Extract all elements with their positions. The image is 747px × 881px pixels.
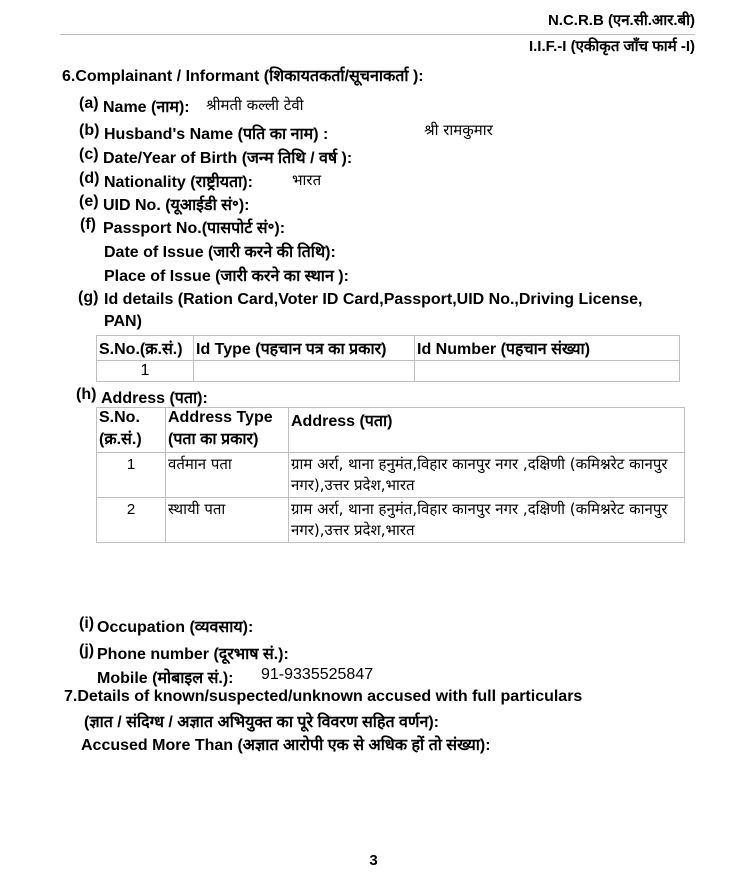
field-husband-value: श्री रामकुमार	[424, 121, 493, 139]
field-passport-date-label: Date of Issue (जारी करने की तिथि):	[104, 244, 336, 261]
table-cell	[194, 361, 415, 382]
accused-more-label: Accused More Than (अज्ञात आरोपी एक से अधिक हों तो संख्या):	[81, 737, 491, 754]
table-cell: स्थायी पता	[166, 498, 289, 543]
field-name-label: Name (नाम):	[103, 99, 190, 116]
field-occupation-label: Occupation (व्यवसाय):	[97, 619, 254, 636]
table-header-row	[97, 408, 685, 453]
field-id-details-label: Id details (Ration Card,Voter ID Card,Passport,UID No.,Driving License,	[104, 291, 643, 308]
header-divider	[60, 34, 695, 35]
table-cell: वर्तमान पता	[166, 453, 289, 498]
field-passport-place-label: Place of Issue (जारी करने का स्थान ):	[104, 268, 349, 285]
header-ncrb: N.C.R.B (एन.सी.आर.बी)	[547, 12, 695, 29]
field-passport-marker: (f)	[80, 216, 96, 233]
table-cell	[415, 361, 680, 382]
field-address-marker: (h)	[76, 386, 97, 403]
header-iif: I.I.F.-I (एकीकृत जाँच फार्म -I)	[528, 38, 695, 55]
field-nationality-marker: (d)	[79, 170, 100, 187]
field-address-label: Address (पता):	[101, 390, 208, 407]
field-uid-marker: (e)	[79, 193, 99, 210]
table-header: Address (पता)	[289, 408, 685, 453]
page-number: 3	[369, 852, 378, 869]
field-mobile-label: Mobile (मोबाइल सं.):	[97, 670, 234, 687]
field-phone-label: Phone number (दूरभाष सं.):	[97, 646, 289, 663]
field-passport-label: Passport No.(पासपोर्ट सं॰):	[103, 220, 286, 237]
section7-subtitle: (ज्ञात / संदिग्ध / अज्ञात अभियुक्त का पूरे विवरण सहित वर्णन):	[84, 714, 440, 731]
table-row	[97, 498, 685, 543]
field-husband-label: Husband's Name (पति का नाम) :	[104, 126, 329, 143]
table-row	[97, 453, 685, 498]
table-header: S.No. (क्र.सं.)	[97, 408, 166, 453]
table-header: Id Type (पहचान पत्र का प्रकार)	[194, 336, 415, 361]
field-nationality-value: भारत	[292, 171, 322, 189]
table-row	[97, 361, 680, 382]
field-phone-marker: (j)	[79, 642, 95, 659]
section7-title: 7.Details of known/suspected/unknown accused with full particulars	[64, 688, 583, 705]
field-name-marker: (a)	[79, 95, 99, 112]
id-details-table	[96, 335, 680, 382]
field-nationality-label: Nationality (राष्ट्रीयता):	[104, 174, 253, 191]
table-cell: 1	[97, 453, 166, 498]
field-id-details-label-2: PAN)	[104, 313, 142, 330]
table-cell: ग्राम अर्रा, थाना हनुमंत,विहार कानपुर नगर ,दक्षिणी (कमिश्नरेट कानपुर नगर),उत्तर प्रदेश,भारत	[289, 498, 685, 543]
field-mobile-value: 91-9335525847	[261, 666, 374, 683]
field-occupation-marker: (i)	[79, 615, 95, 632]
address-table	[96, 407, 685, 543]
table-header: S.No.(क्र.सं.)	[97, 336, 194, 361]
field-husband-marker: (b)	[79, 122, 100, 139]
table-header-row	[97, 336, 680, 361]
table-header: Address Type (पता का प्रकार)	[166, 408, 289, 453]
table-cell: 2	[97, 498, 166, 543]
table-header: Id Number (पहचान संख्या)	[415, 336, 680, 361]
table-cell: ग्राम अर्रा, थाना हनुमंत,विहार कानपुर नगर ,दक्षिणी (कमिश्नरेट कानपुर नगर),उत्तर प्रदेश,भारत	[289, 453, 685, 498]
field-id-details-marker: (g)	[78, 289, 99, 306]
field-dob-marker: (c)	[79, 146, 99, 163]
field-name-value: श्रीमती कल्ली टेवी	[206, 96, 304, 114]
field-dob-label: Date/Year of Birth (जन्म तिथि / वर्ष ):	[103, 150, 353, 167]
field-uid-label: UID No. (यूआईडी सं॰):	[103, 197, 250, 214]
table-cell: 1	[97, 361, 194, 382]
section6-title: 6.Complainant / Informant (शिकायतकर्ता/सूचनाकर्ता ):	[62, 68, 424, 85]
